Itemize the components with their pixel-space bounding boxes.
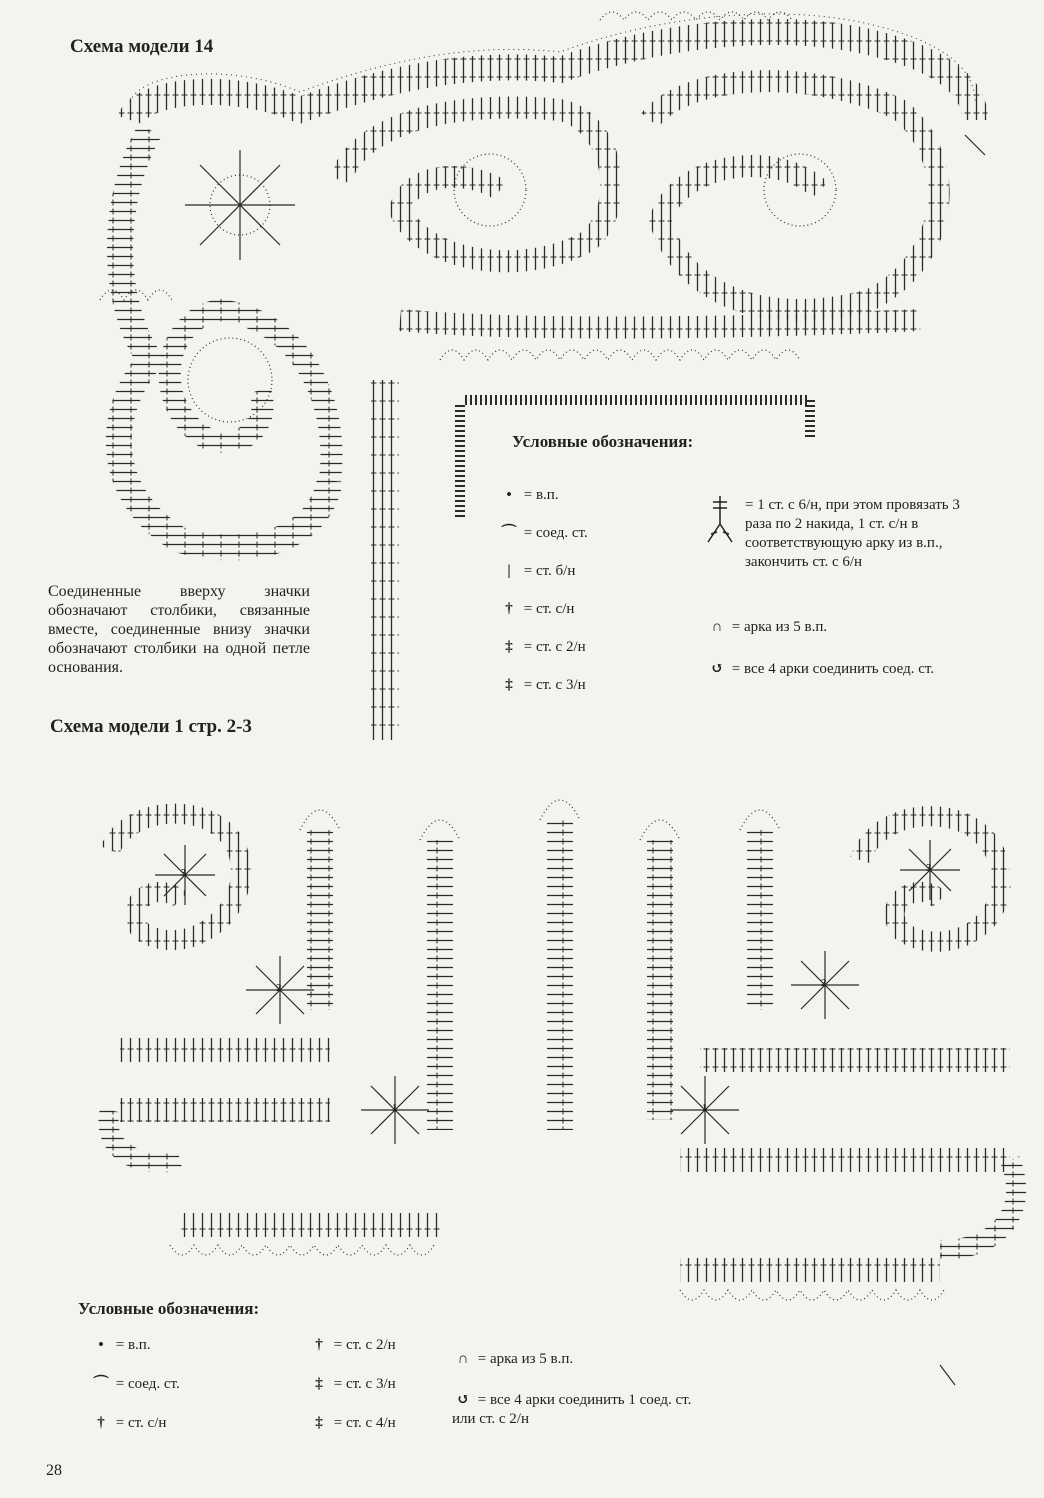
join-arches-icon: ↺	[710, 661, 724, 677]
dot-icon: •	[506, 487, 512, 503]
quad-treble-icon: ‡	[315, 1415, 323, 1431]
legend-item	[498, 638, 698, 657]
legend-text: = арка из 5 в.п.	[731, 619, 828, 635]
model14-legend-cluster-text: = 1 ст. с 6/н, при этом провязать 3 раза по 2 накида, 1 ст. с/н в соответствующую арку из в.п., закончить ст. с 6/н	[745, 497, 960, 570]
legend-item	[90, 1375, 290, 1394]
model14-legend-join	[706, 660, 966, 679]
legend-text: = соед. ст.	[115, 1376, 180, 1392]
model1-title: Схема модели 1 стр. 2-3	[50, 716, 252, 737]
arch-icon: ∩	[711, 619, 723, 635]
legend-item	[308, 1375, 468, 1394]
motif-label-1-left: 1	[392, 1102, 398, 1114]
model14-note: Соединенные вверху значки обозначают столбики, связанные вместе, соединенные внизу значки обозначают столбики на одной петле основания.	[48, 583, 310, 676]
model14-legend-arch	[706, 618, 827, 637]
legend-item	[498, 524, 698, 543]
legend-text: = ст. с 3/н	[523, 677, 586, 693]
double-treble-icon: ‡	[315, 1376, 323, 1392]
legend-item	[308, 1414, 468, 1433]
cluster-stitch-icon	[703, 494, 737, 550]
motif-label-1-right: 1	[702, 1102, 708, 1114]
model14-legend-left	[498, 486, 698, 695]
motif-label-3-left: 3	[181, 867, 187, 879]
motif-label-2-left: 2	[276, 982, 282, 994]
model1-legend-col3	[452, 1350, 712, 1429]
treble-crochet-icon: †	[315, 1337, 323, 1353]
legend-text: = ст. б/н	[523, 563, 576, 579]
motif-label-2-right: 2	[821, 977, 827, 989]
slip-stitch-icon: ⌒	[93, 1376, 109, 1392]
legend-item	[452, 1391, 712, 1429]
legend-item	[498, 486, 698, 505]
model14-title: Схема модели 14	[70, 36, 214, 57]
legend-text: = ст. с 3/н	[333, 1376, 396, 1392]
legend-text: = ст. с 2/н	[333, 1337, 396, 1353]
legend-item	[452, 1350, 712, 1369]
arch-icon: ∩	[457, 1351, 469, 1367]
legend-text: = ст. с 4/н	[333, 1415, 396, 1431]
model1-legend-title: Условные обозначения:	[78, 1299, 260, 1318]
double-treble-icon: ‡	[505, 677, 513, 693]
legend-item	[308, 1336, 468, 1355]
treble-crochet-icon: ‡	[505, 639, 513, 655]
legend-text: = ст. с/н	[523, 601, 575, 617]
model14-legend-title: Условные обозначения:	[512, 432, 694, 451]
single-crochet-icon: |	[507, 563, 511, 579]
model1-legend-col1	[90, 1336, 290, 1433]
legend-text: = все 4 арки соединить соед. ст.	[731, 661, 935, 677]
model1-legend-col2	[308, 1336, 468, 1433]
legend-item	[90, 1336, 290, 1355]
dot-icon: •	[98, 1337, 104, 1353]
legend-text: = в.п.	[523, 487, 559, 503]
legend-item	[498, 562, 698, 581]
model1-chart	[108, 800, 1016, 1385]
legend-item	[498, 676, 698, 695]
slip-stitch-icon: ⌒	[501, 525, 517, 541]
page-number: 28	[46, 1462, 62, 1479]
motif-label-3-right: 3	[926, 862, 932, 874]
double-crochet-icon: †	[97, 1415, 105, 1431]
legend-item	[498, 600, 698, 619]
legend-item	[90, 1414, 290, 1433]
legend-text: = арка из 5 в.п.	[477, 1351, 574, 1367]
double-crochet-icon: †	[505, 601, 513, 617]
legend-text: = ст. с/н	[115, 1415, 167, 1431]
legend-text: = соед. ст.	[523, 525, 588, 541]
legend-text: = в.п.	[115, 1337, 151, 1353]
legend-text: = ст. с 2/н	[523, 639, 586, 655]
legend-text: = все 4 арки соединить 1 соед. ст. или ст. с 2/н	[452, 1392, 692, 1427]
join-arches-icon: ↺	[456, 1392, 470, 1408]
